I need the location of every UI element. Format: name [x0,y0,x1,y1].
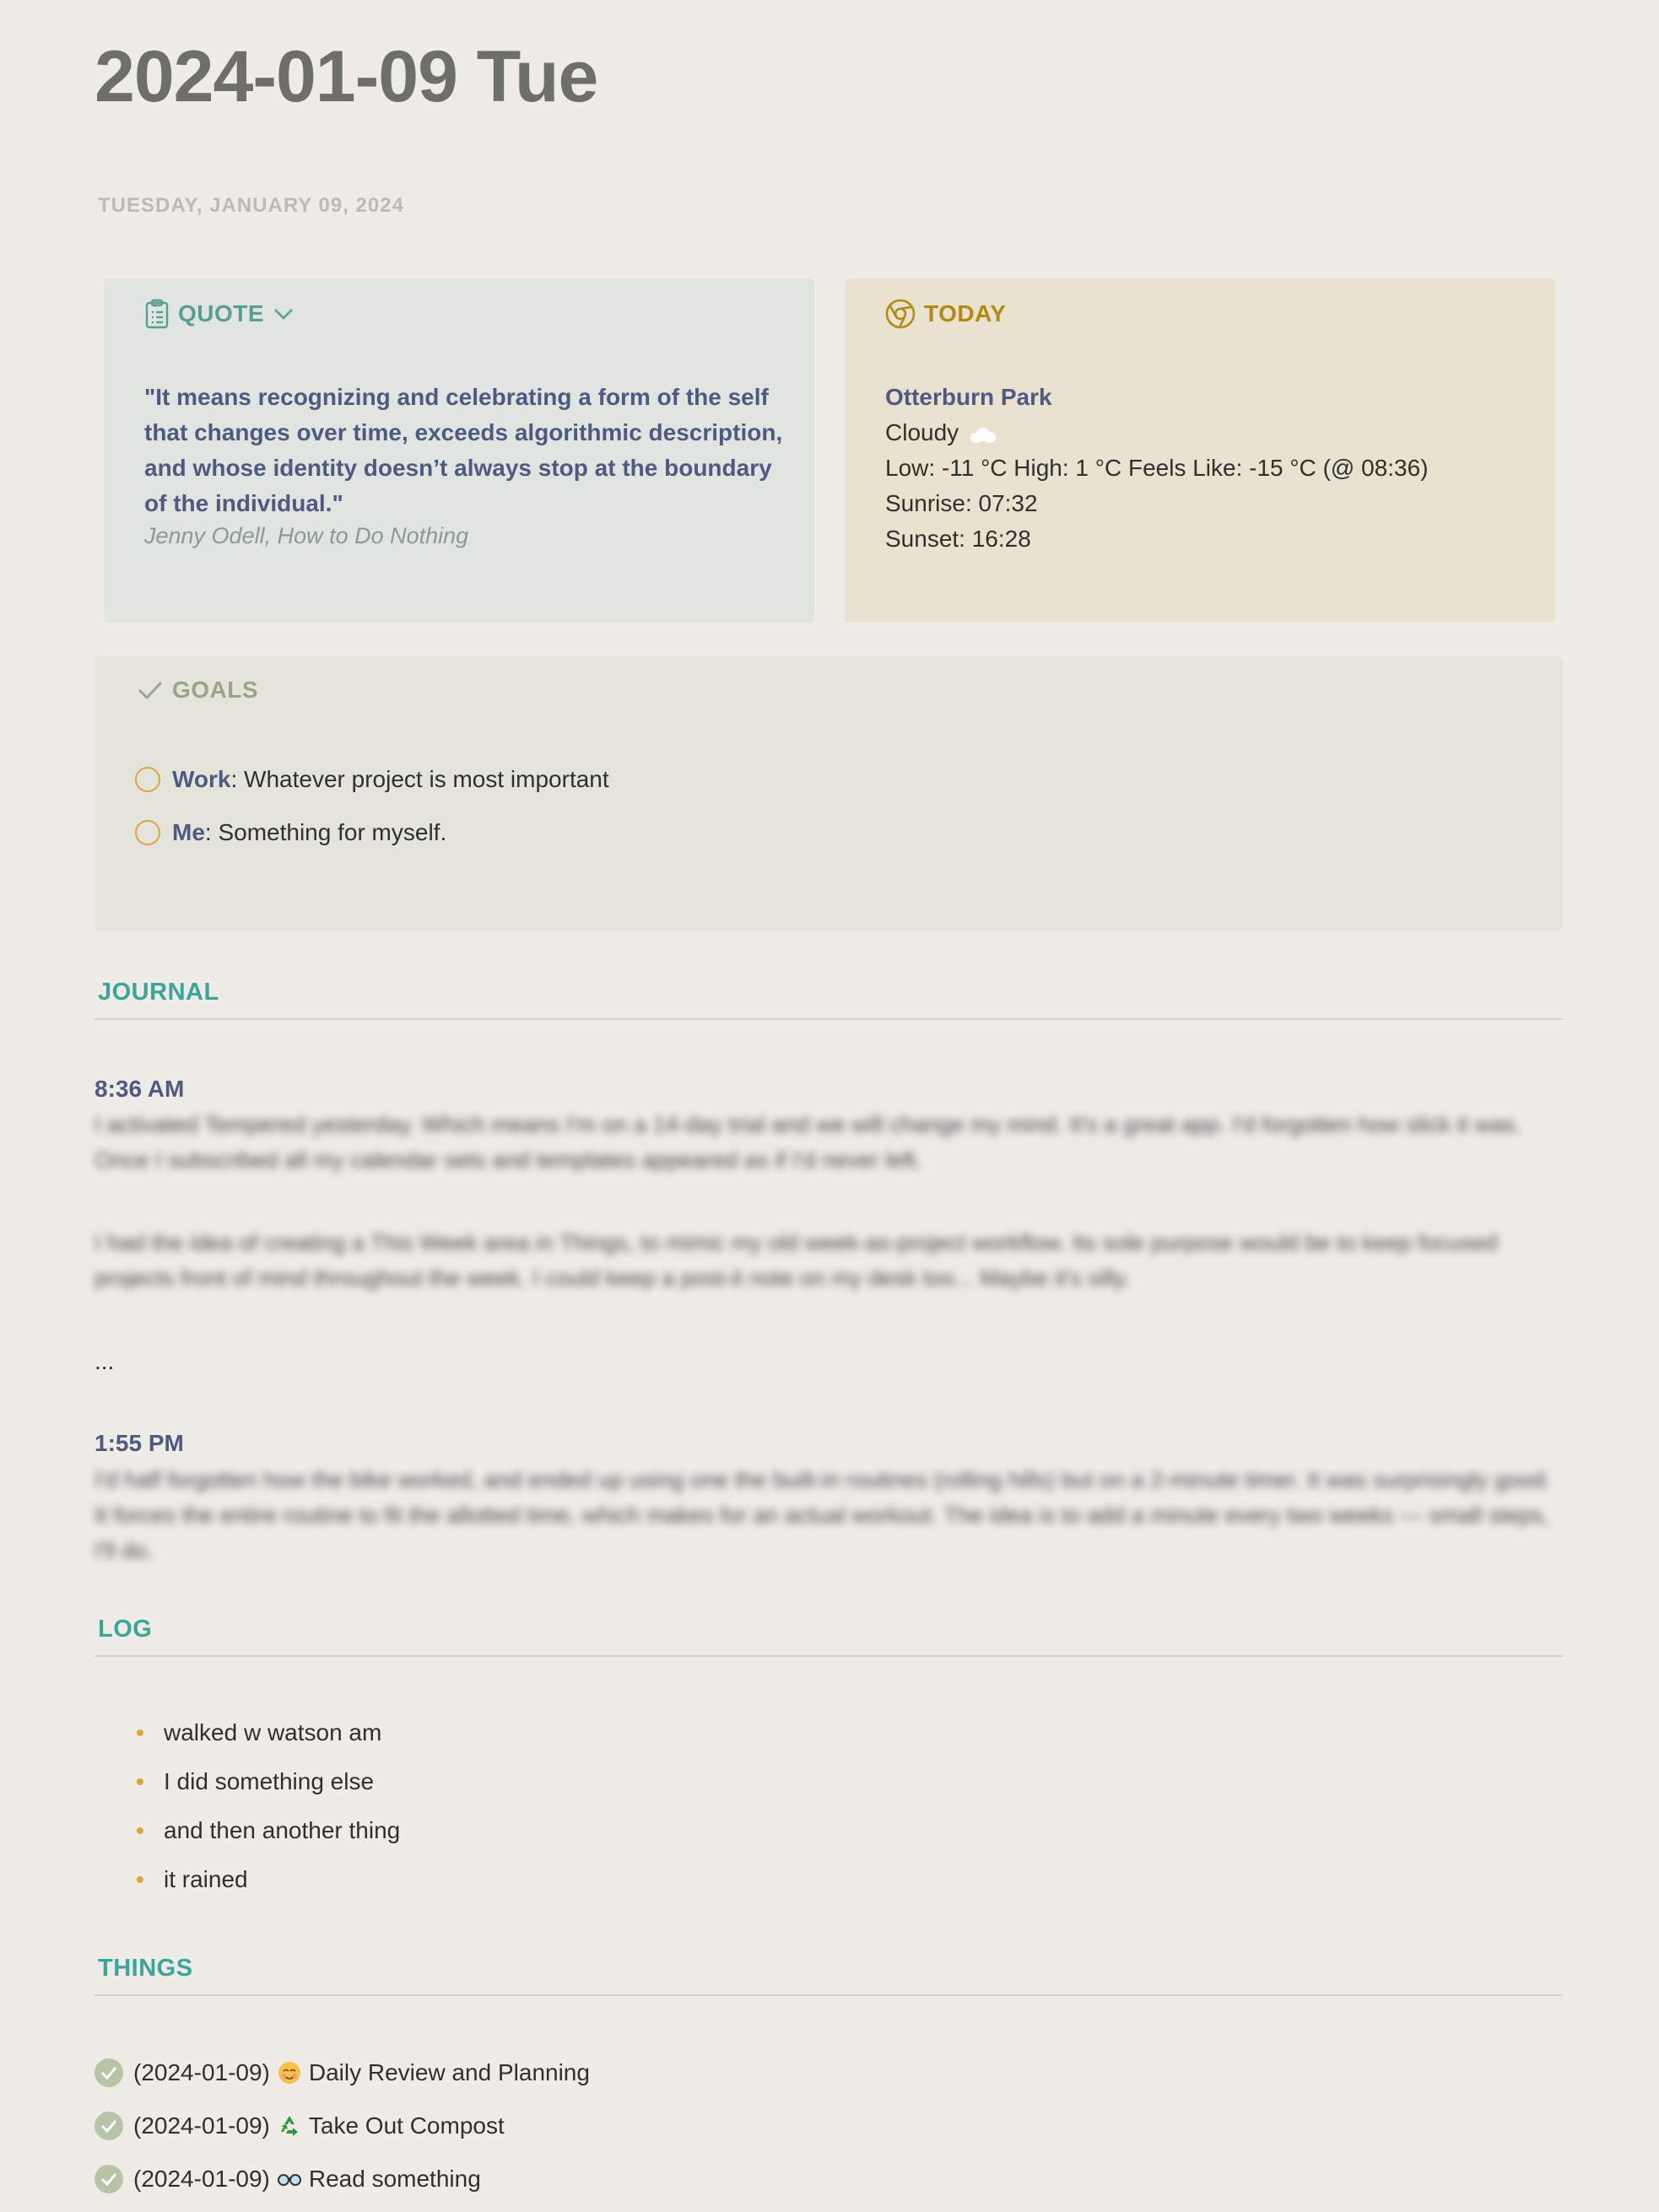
journal-entry-time: 8:36 AM [95,1076,185,1102]
check-circle-icon[interactable] [95,2112,123,2140]
task-date: (2024-01-09) [133,2166,270,2192]
smiling-face-icon [277,2060,302,2085]
bullet-icon [137,1729,143,1736]
goal-text: : Something for myself. [204,819,447,845]
weather-sunrise: Sunrise: 07:32 [885,490,1038,516]
list-item: it rained [137,1866,248,1893]
date-subtitle: TUESDAY, JANUARY 09, 2024 [98,194,404,217]
journal-heading: JOURNAL [95,979,1563,1020]
journal-entry-time: 1:55 PM [95,1430,184,1456]
today-card [845,278,1555,623]
list-item: walked w watson am [137,1719,381,1746]
clipboard-icon [144,299,170,329]
weather-info [885,380,1429,557]
weather-condition: Cloudy [885,419,959,445]
bullet-icon [137,1827,143,1834]
journal-ellipsis: ... [95,1348,115,1374]
weather-temperatures: Low: -11 °C High: 1 °C Feels Like: -15 °C (@ 08:36) [885,455,1429,481]
journal-paragraph: I'd half forgotten how the bike worked, and ended up using one the built-in routines (rolling hills) but on a 2-minute timer. It was surprisingly good. It forces the entire routine to fit the allotted time, which makes for an actual workout. The idea is to add a minute every two weeks — small steps, I'll do. [95,1467,1552,1563]
quote-text: "It means recognizing and celebrating a form of the self that changes over time, exceeds algorithmic description, and whose identity doesn’t always stop at the boundary of the individual." [144,384,783,516]
glasses-icon [277,2166,302,2192]
things-task[interactable] [95,2165,481,2193]
goal-label: Work [172,766,231,792]
goal-checkbox[interactable] [135,820,160,845]
goals-card [95,656,1563,931]
bullet-icon [137,1876,143,1883]
today-header [885,299,1006,329]
quote-header-label: QUOTE [178,300,265,326]
goal-label: Me [172,819,205,845]
task-title: Read something [308,2166,481,2192]
quote-header[interactable] [144,299,295,329]
cloud-icon [969,426,997,443]
recycle-icon [277,2113,302,2139]
log-heading: LOG [95,1616,1563,1657]
task-date: (2024-01-09) [133,2112,270,2139]
goals-header-label: GOALS [172,677,259,703]
task-title: Take Out Compost [308,2112,505,2139]
chrome-icon [885,299,916,329]
goal-text: : Whatever project is most important [230,766,609,792]
weather-condition-row [885,415,1429,450]
checkmark-icon [137,679,164,701]
things-heading: THINGS [95,1955,1563,1996]
page-title: 2024-01-09 Tue [95,36,598,117]
weather-location: Otterburn Park [885,384,1052,410]
check-circle-icon[interactable] [95,2165,123,2193]
goal-item-me[interactable] [135,819,446,846]
check-circle-icon[interactable] [95,2058,123,2087]
goal-checkbox[interactable] [135,767,160,792]
quote-card [104,278,814,623]
chevron-down-icon[interactable] [273,305,295,322]
quote-citation: Jenny Odell, How to Do Nothing [144,523,469,548]
today-header-label: TODAY [924,300,1007,326]
goal-item-work[interactable] [135,766,609,793]
journal-paragraph: I had the idea of creating a This Week area in Things, to mimic my old week-as-project workflow. Its sole purpose would be to keep focused projects front of mind throughout the week. I could keep a post-it note on my desk too... Maybe it's silly. [95,1230,1498,1291]
list-item: I did something else [137,1768,374,1795]
things-task[interactable] [95,2112,505,2140]
journal-paragraph: I activated Tempered yesterday. Which means I'm on a 14-day trial and we will change my mind. It's a great app. I'd forgotten how slick it was. Once I subscribed all my calendar sets and templates appeared as if I'd never left. [95,1112,1521,1173]
weather-sunset: Sunset: 16:28 [885,526,1031,552]
list-item: and then another thing [137,1817,400,1844]
task-title: Daily Review and Planning [308,2059,590,2085]
bullet-icon [137,1778,143,1785]
things-task[interactable] [95,2058,590,2087]
goals-header [137,677,258,704]
task-date: (2024-01-09) [133,2059,270,2085]
